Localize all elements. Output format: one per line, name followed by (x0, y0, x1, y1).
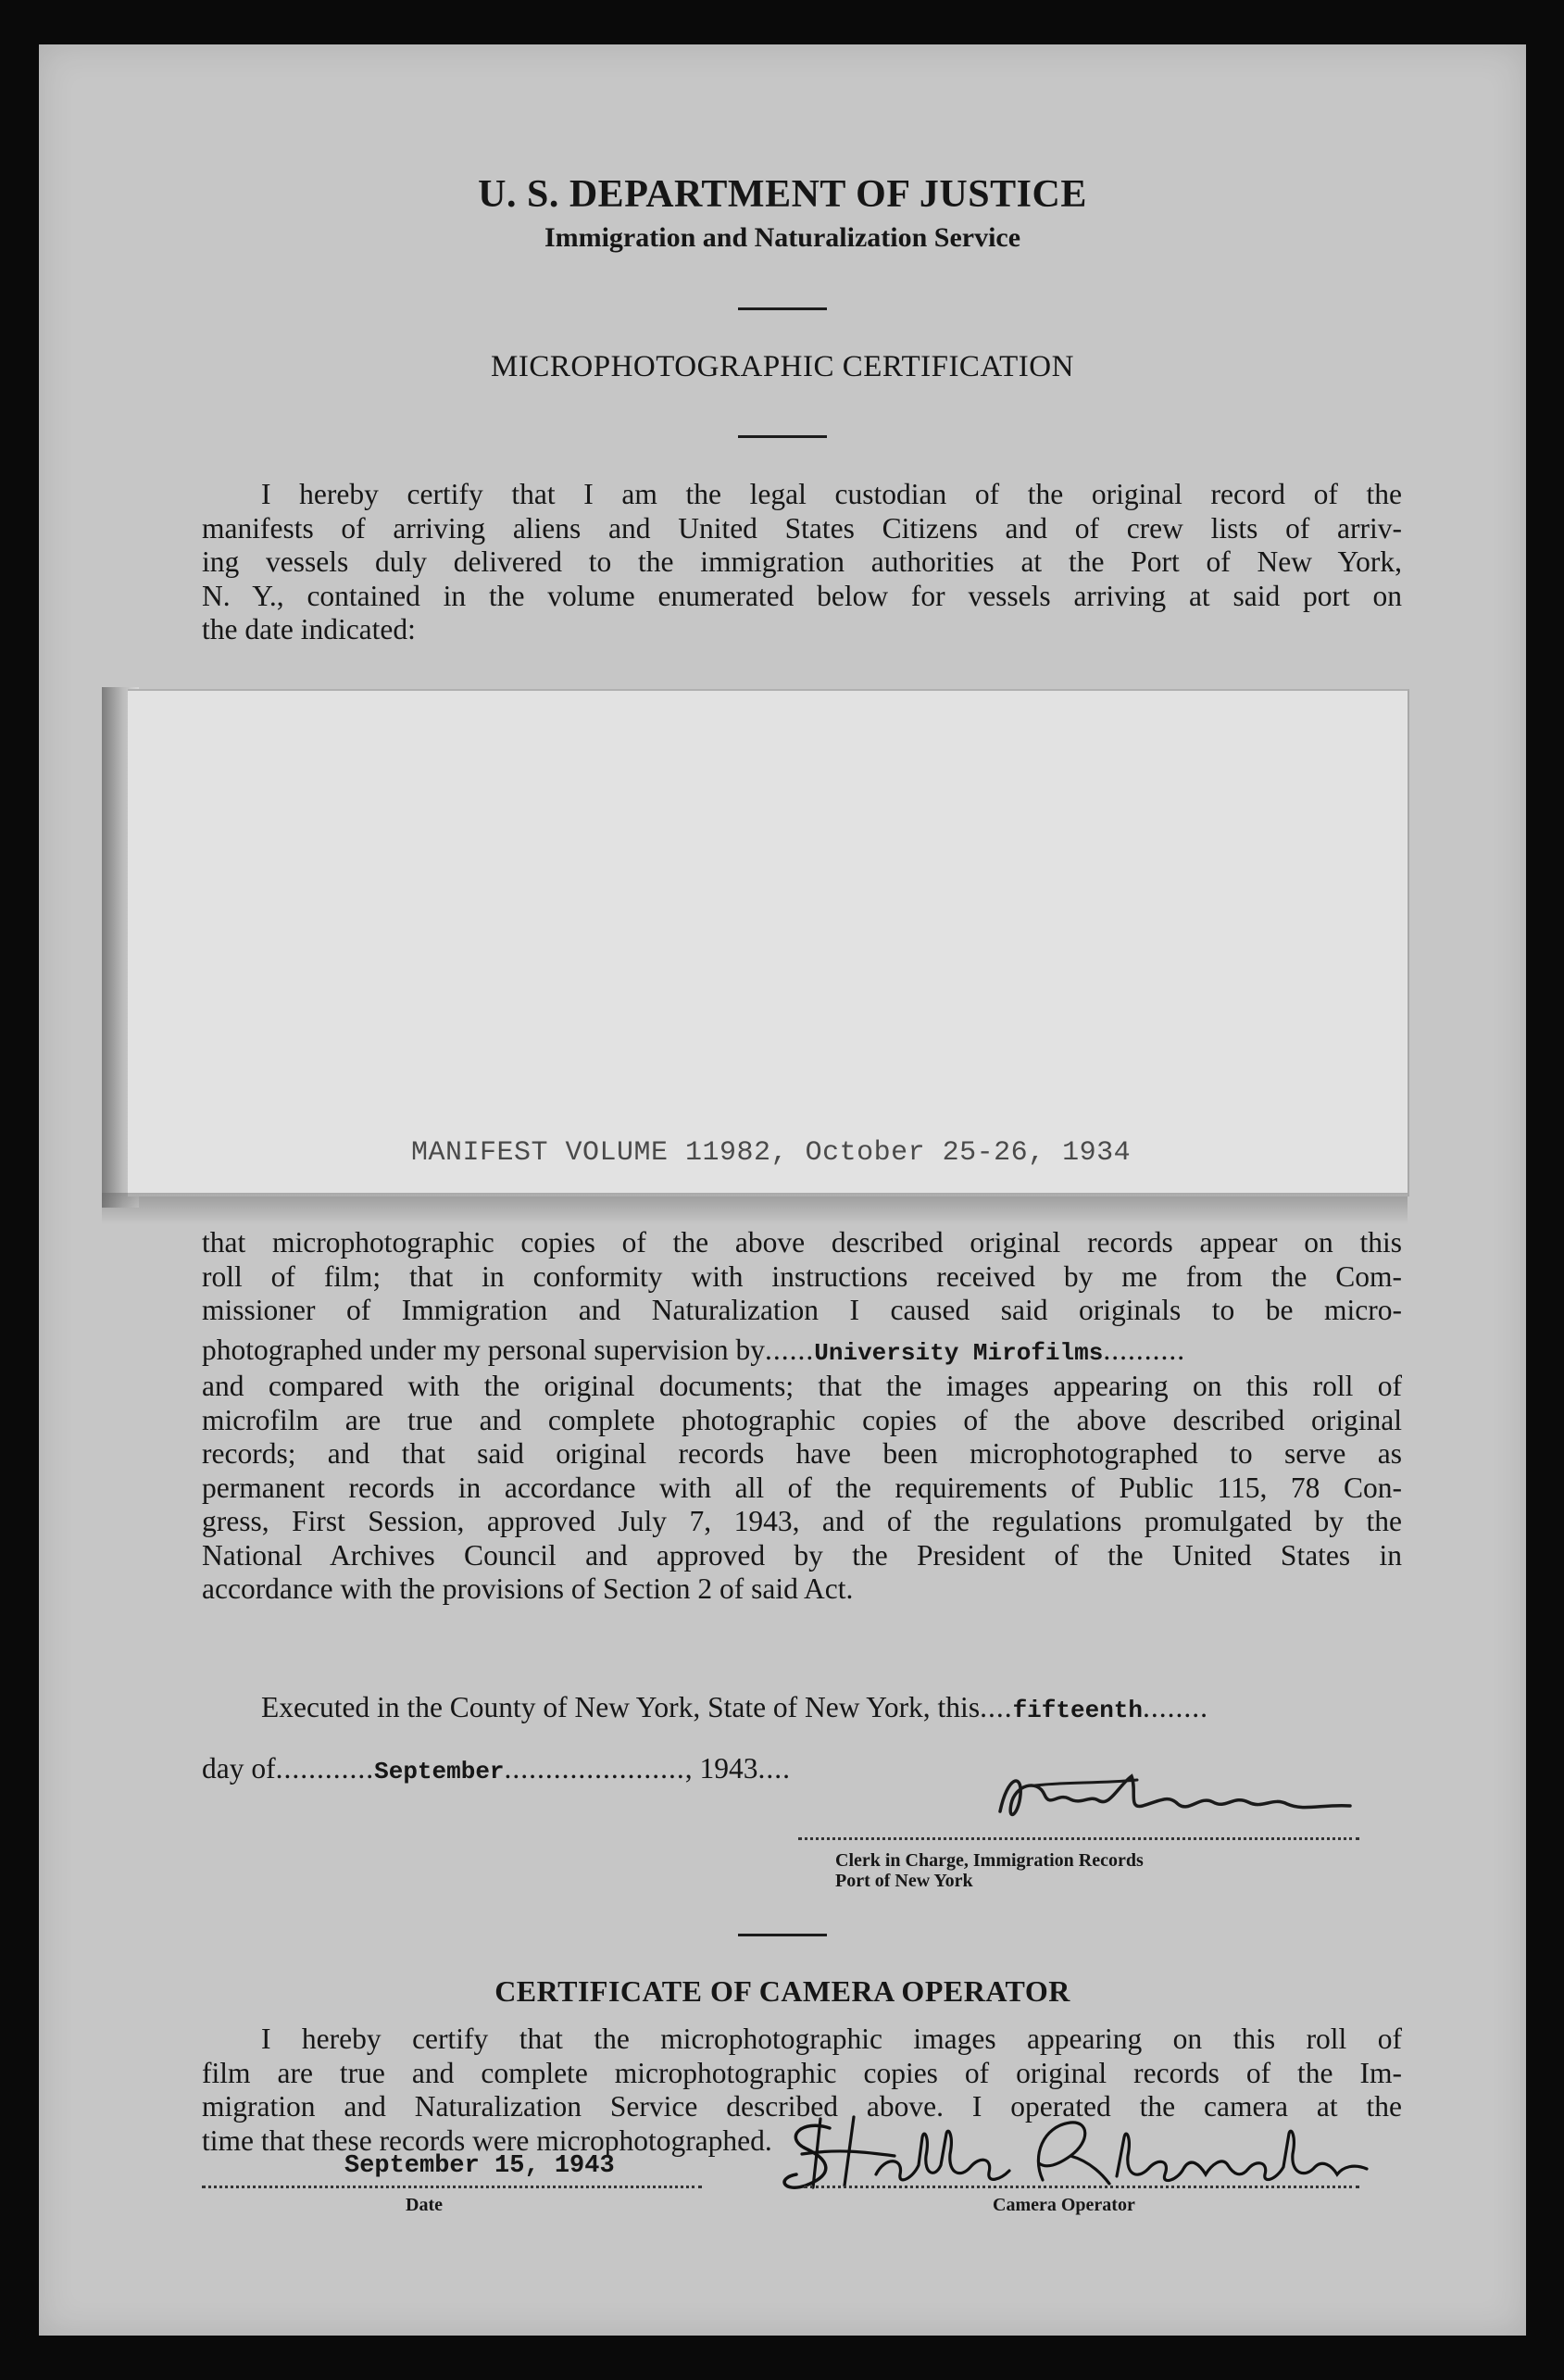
camera-operator-caption: Camera Operator (993, 2195, 1135, 2215)
execution-month-value: September (374, 1757, 505, 1785)
department-title: U. S. DEPARTMENT OF JUSTICE (478, 173, 1087, 216)
paragraph-line: migration and Naturalization Service described above. I operated the camera at the (202, 2090, 1402, 2123)
card-shadow (102, 1193, 1408, 1224)
paragraph-line: and compared with the original documents; that the images appearing on this roll of (202, 1370, 1402, 1402)
paragraph-line: roll of film; that in conformity with instructions received by me from the Com- (202, 1259, 1402, 1293)
microfilm-company-value: University Mirofilms (814, 1338, 1104, 1367)
execution-year: , 1943 (684, 1751, 758, 1785)
execution-prefix: Executed in the County of New York, State of New York, this (261, 1691, 981, 1723)
dot-leader: ...................... (504, 1751, 685, 1785)
intro-paragraph (202, 478, 1402, 647)
certification-title: MICROPHOTOGRAPHIC CERTIFICATION (491, 350, 1074, 383)
dot-leader: ............ (275, 1751, 375, 1785)
service-subtitle: Immigration and Naturalization Service (544, 222, 1021, 253)
paragraph-line: I hereby certify that I am the legal custodian of the original record of the (261, 478, 1402, 510)
paragraph-line: ing vessels duly delivered to the immigration authorities at the Port of New York, (202, 545, 1402, 578)
execution-line (202, 1691, 1402, 1728)
camera-date-value: September 15, 1943 (344, 2152, 615, 2180)
paragraph-line: microfilm are true and complete photographic copies of the above described original (202, 1403, 1402, 1436)
dot-leader: .......... (1103, 1333, 1186, 1366)
paragraph-line: the date indicated: (202, 613, 416, 645)
supervision-line (202, 1334, 1402, 1371)
execution-day-value: fifteenth (1012, 1697, 1144, 1724)
divider (738, 435, 827, 438)
paragraph-line: N. Y., contained in the volume enumerated below for vessels arriving at said port on (202, 579, 1402, 612)
paragraph-line: that microphotographic copies of the above described original records appear on this (202, 1226, 1402, 1259)
paragraph-line: records; and that said original records have been microphotographed to serve as (202, 1437, 1402, 1470)
paragraph-line: time that these records were microphotographed. (202, 2123, 772, 2157)
clerk-signature-line (798, 1837, 1359, 1840)
date-caption: Date (406, 2195, 443, 2215)
paragraph-line: I hereby certify that the microphotographic images appearing on this roll of (261, 2023, 1402, 2055)
manifest-volume-label: MANIFEST VOLUME 11982, October 25-26, 1934 (411, 1137, 1132, 1169)
camera-operator-signature-line (804, 2186, 1359, 2188)
divider (738, 1934, 827, 1936)
supervision-prefix: photographed under my personal supervision by (202, 1333, 766, 1366)
paragraph-line: manifests of arriving aliens and United States Citizens and of crew lists of arriv- (202, 511, 1402, 545)
dot-leader: ........ (1143, 1691, 1209, 1723)
day-of-label: day of (202, 1751, 276, 1785)
dot-leader: ...... (765, 1333, 815, 1366)
body-paragraph (202, 1226, 1402, 1607)
paragraph-line: missioner of Immigration and Naturalization I caused said originals to be micro- (202, 1294, 1402, 1326)
paragraph-line: accordance with the provisions of Section 2 of said Act. (202, 1572, 854, 1605)
clerk-signature (980, 1758, 1369, 1841)
clerk-title: Clerk in Charge, Immigration Records (835, 1850, 1144, 1871)
dot-leader: .... (980, 1691, 1013, 1723)
date-line (202, 2186, 702, 2188)
clerk-port: Port of New York (835, 1871, 973, 1891)
paragraph-line: National Archives Council and approved by the President of the United States in (202, 1538, 1402, 1572)
record-card (128, 689, 1409, 1196)
certificate-page (39, 44, 1526, 2336)
paragraph-line: permanent records in accordance with all of the requirements of Public 115, 78 Con- (202, 1471, 1402, 1504)
paragraph-line: film are true and complete microphotographic copies of original records of the Im- (202, 2056, 1402, 2089)
paragraph-line: gress, First Session, approved July 7, 1943, and of the regulations promulgated by the (202, 1505, 1402, 1537)
dot-leader: .... (757, 1751, 792, 1785)
camera-certificate-title: CERTIFICATE OF CAMERA OPERATOR (494, 1974, 1070, 2008)
clerk-caption (835, 1850, 1144, 1891)
divider (738, 307, 827, 310)
